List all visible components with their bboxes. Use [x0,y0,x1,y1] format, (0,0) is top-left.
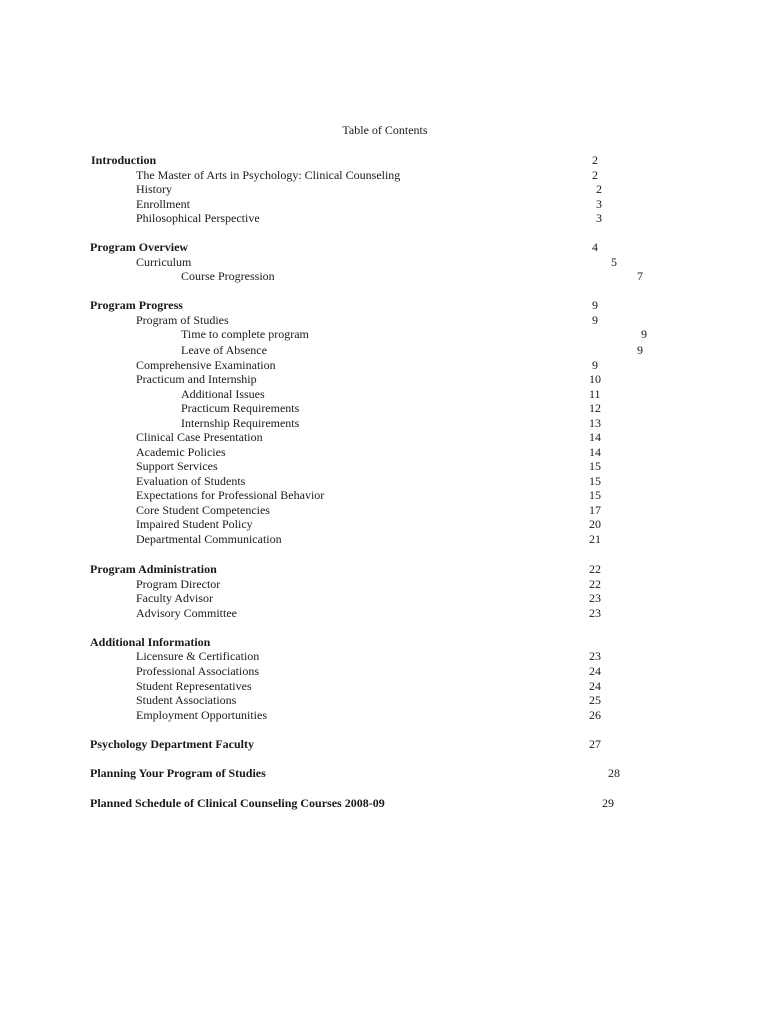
toc-entry-label: Evaluation of Students [136,474,246,488]
toc-entry-label: Impaired Student Policy [136,517,253,531]
toc-entry-label: Time to complete program [181,327,309,341]
toc-page-number: 14 [589,445,601,459]
toc-section-label: Planned Schedule of Clinical Counseling Courses 2008-09 [90,796,385,810]
toc-entry-label: Practicum and Internship [136,372,257,386]
toc-entry [0,211,770,225]
toc-page-number: 11 [589,387,601,401]
toc-page-number: 25 [589,693,601,707]
toc-entry-label: Academic Policies [136,445,226,459]
toc-page-number: 5 [611,255,617,269]
toc-page-number: 23 [589,591,601,605]
toc-section-label: Planning Your Program of Studies [90,766,266,780]
toc-section-faculty [0,737,770,751]
toc-entry [0,664,770,678]
toc-section-introduction [0,153,770,167]
toc-entry-label: Advisory Committee [136,606,237,620]
toc-entry [0,430,770,444]
toc-entry [0,416,770,430]
toc-entry [0,459,770,473]
toc-entry [0,327,770,341]
toc-entry-label: Enrollment [136,197,190,211]
toc-entry-label: Student Representatives [136,679,252,693]
toc-entry-label: Clinical Case Presentation [136,430,263,444]
toc-page-number: 17 [589,503,601,517]
toc-page-number: 3 [596,197,602,211]
toc-page-number: 9 [637,343,643,357]
toc-page-number: 9 [592,358,598,372]
toc-section-planning [0,766,770,780]
toc-entry [0,358,770,372]
toc-entry [0,182,770,196]
toc-entry-label: Philosophical Perspective [136,211,260,225]
toc-entry-label: Comprehensive Examination [136,358,276,372]
toc-entry [0,532,770,546]
toc-page-number: 10 [589,372,601,386]
toc-page-number: 23 [589,606,601,620]
toc-entry [0,313,770,327]
toc-entry-label: Employment Opportunities [136,708,267,722]
toc-section-program-administration [0,562,770,576]
toc-page-number: 29 [602,796,614,810]
toc-entry [0,255,770,269]
toc-page-number: 24 [589,664,601,678]
toc-entry [0,503,770,517]
toc-page-number: 12 [589,401,601,415]
toc-section-label: Program Overview [90,240,189,254]
toc-page-number: 15 [589,488,601,502]
toc-page-number: 13 [589,416,601,430]
toc-entry [0,488,770,502]
toc-entry-label: Practicum Requirements [181,401,300,415]
toc-page-number: 15 [589,474,601,488]
toc-entry [0,445,770,459]
toc-entry [0,269,770,283]
toc-page-number: 22 [589,562,601,576]
toc-entry [0,517,770,531]
toc-page-number: 2 [596,182,602,196]
toc-entry [0,474,770,488]
toc-entry-label: Program of Studies [136,313,229,327]
toc-page-number: 20 [589,517,601,531]
toc-entry [0,708,770,722]
toc-page-number: 4 [592,240,598,254]
toc-page-number: 9 [592,298,598,312]
toc-page-number: 9 [592,313,598,327]
toc-section-label: Additional Information [90,635,211,649]
toc-page-number: 7 [637,269,643,283]
toc-page-number: 2 [592,168,598,182]
toc-entry-label: Additional Issues [181,387,265,401]
toc-section-additional-information [0,635,770,649]
toc-page-number: 21 [589,532,601,546]
toc-entry [0,168,770,182]
toc-entry-label: The Master of Arts in Psychology: Clinical Counseling [136,168,401,182]
toc-entry [0,343,770,357]
toc-entry-label: Expectations for Professional Behavior [136,488,325,502]
toc-entry [0,387,770,401]
toc-page-number: 27 [589,737,601,751]
toc-title: Table of Contents [342,123,428,137]
toc-page-number: 2 [592,153,598,167]
toc-entry-label: Internship Requirements [181,416,300,430]
toc-page-number: 24 [589,679,601,693]
toc-section-program-overview [0,240,770,254]
toc-entry-label: History [136,182,172,196]
toc-page-number: 26 [589,708,601,722]
toc-entry-label: Program Director [136,577,221,591]
toc-page-number: 15 [589,459,601,473]
toc-entry [0,401,770,415]
toc-entry-label: Professional Associations [136,664,259,678]
toc-section-label: Program Progress [90,298,183,312]
toc-page-number: 14 [589,430,601,444]
toc-entry-label: Licensure & Certification [136,649,260,663]
toc-entry [0,649,770,663]
toc-entry-label: Leave of Absence [181,343,267,357]
toc-entry [0,372,770,386]
toc-page-number: 23 [589,649,601,663]
toc-entry-label: Support Services [136,459,218,473]
toc-page-number: 22 [589,577,601,591]
toc-page-number: 28 [608,766,620,780]
toc-section-program-progress [0,298,770,312]
toc-entry-label: Core Student Competencies [136,503,270,517]
toc-entry-label: Course Progression [181,269,275,283]
toc-entry [0,197,770,211]
toc-entry-label: Departmental Communication [136,532,282,546]
toc-section-label: Introduction [91,153,157,167]
toc-page-number: 3 [596,211,602,225]
toc-entry [0,577,770,591]
toc-entry [0,679,770,693]
toc-entry-label: Curriculum [136,255,192,269]
toc-entry-label: Student Associations [136,693,237,707]
toc-page-number: 9 [641,327,647,341]
toc-entry [0,693,770,707]
toc-entry [0,591,770,605]
toc-section-schedule [0,796,770,810]
toc-section-label: Program Administration [90,562,217,576]
toc-section-label: Psychology Department Faculty [90,737,254,751]
toc-entry [0,606,770,620]
toc-entry-label: Faculty Advisor [136,591,213,605]
